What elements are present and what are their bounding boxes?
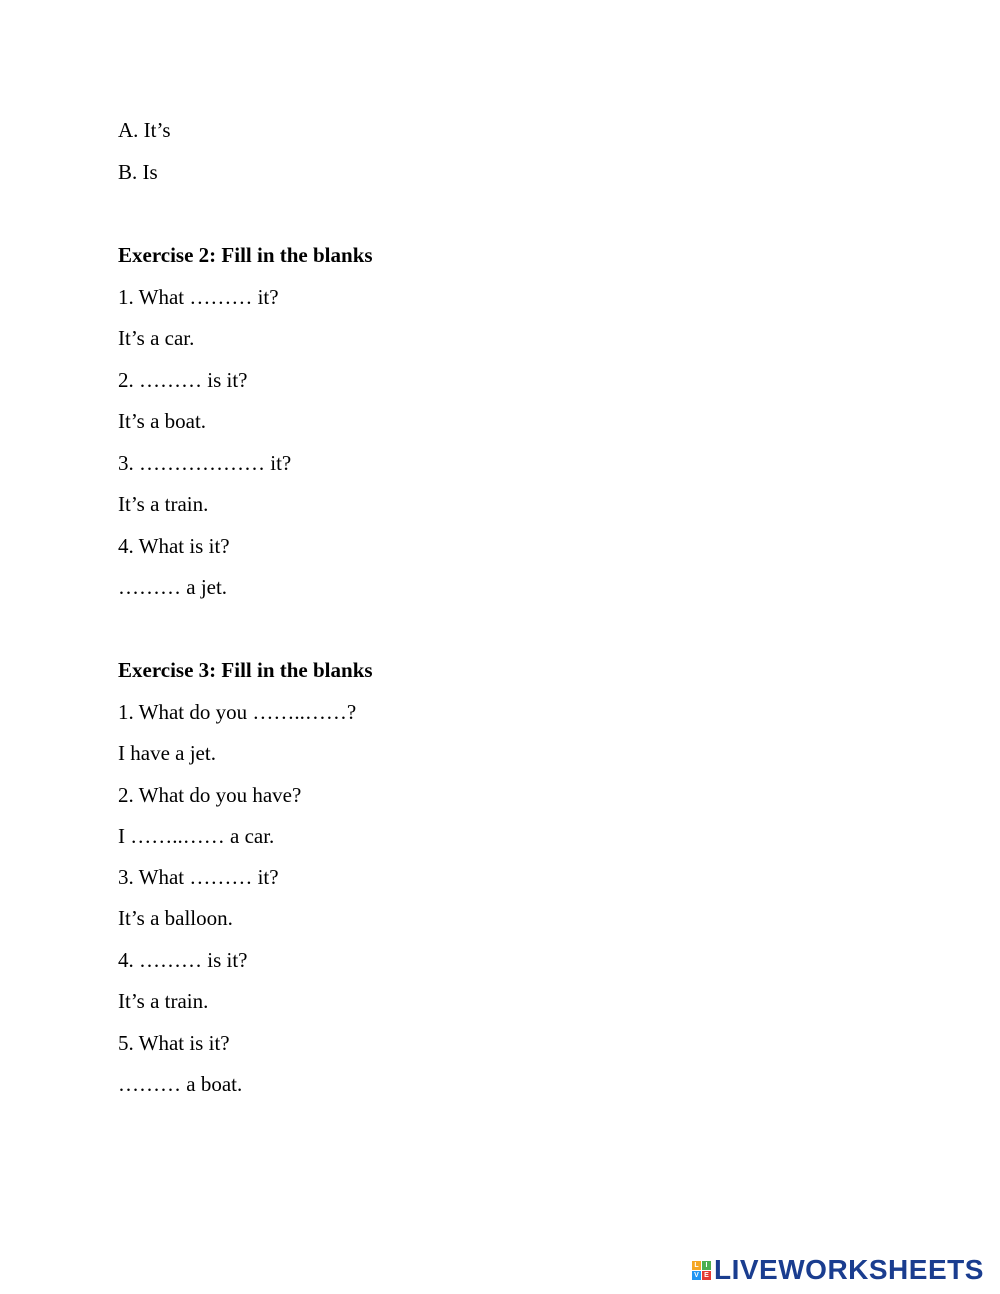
exercise-2-question-2: 2. ……… is it? [118,368,248,392]
exercise-3-question-1: 1. What do you ……..……? [118,700,357,724]
exercise-2-question-4: 4. What is it? [118,534,230,558]
exercise-2-answer-4: ……… a jet. [118,575,228,599]
exercise-3-question-5: 5. What is it? [118,1031,230,1055]
exercise-3-answer-1: I have a jet. [118,741,216,765]
exercise-3-heading: Exercise 3: Fill in the blanks [118,658,373,682]
option-b: B. Is [118,160,158,184]
logo-text: LIVEWORKSHEETS [714,1254,984,1285]
exercise-2-answer-3: It’s a train. [118,492,209,516]
exercise-3-answer-5: ……… a boat. [118,1072,243,1096]
exercise-3-question-3: 3. What ……… it? [118,865,279,889]
logo-mark-icon [692,1261,711,1280]
exercise-3-question-2: 2. What do you have? [118,783,302,807]
option-a: A. It’s [118,118,171,142]
exercise-2-question-1: 1. What ……… it? [118,285,279,309]
logo-mark-cell: V [692,1271,701,1280]
logo-mark-cell: E [702,1271,711,1280]
exercise-3-answer-2: I ……..…… a car. [118,824,275,848]
exercise-3-question-4: 4. ……… is it? [118,948,248,972]
logo-mark-cell: L [692,1261,701,1270]
liveworksheets-logo [692,1256,984,1284]
exercise-2-answer-2: It’s a boat. [118,409,207,433]
exercise-2-heading: Exercise 2: Fill in the blanks [118,243,373,267]
logo-mark-cell: I [702,1261,711,1270]
exercise-2-question-3: 3. ……………… it? [118,451,292,475]
exercise-3-answer-3: It’s a balloon. [118,906,233,930]
exercise-3-answer-4: It’s a train. [118,989,209,1013]
exercise-2-answer-1: It’s a car. [118,326,195,350]
